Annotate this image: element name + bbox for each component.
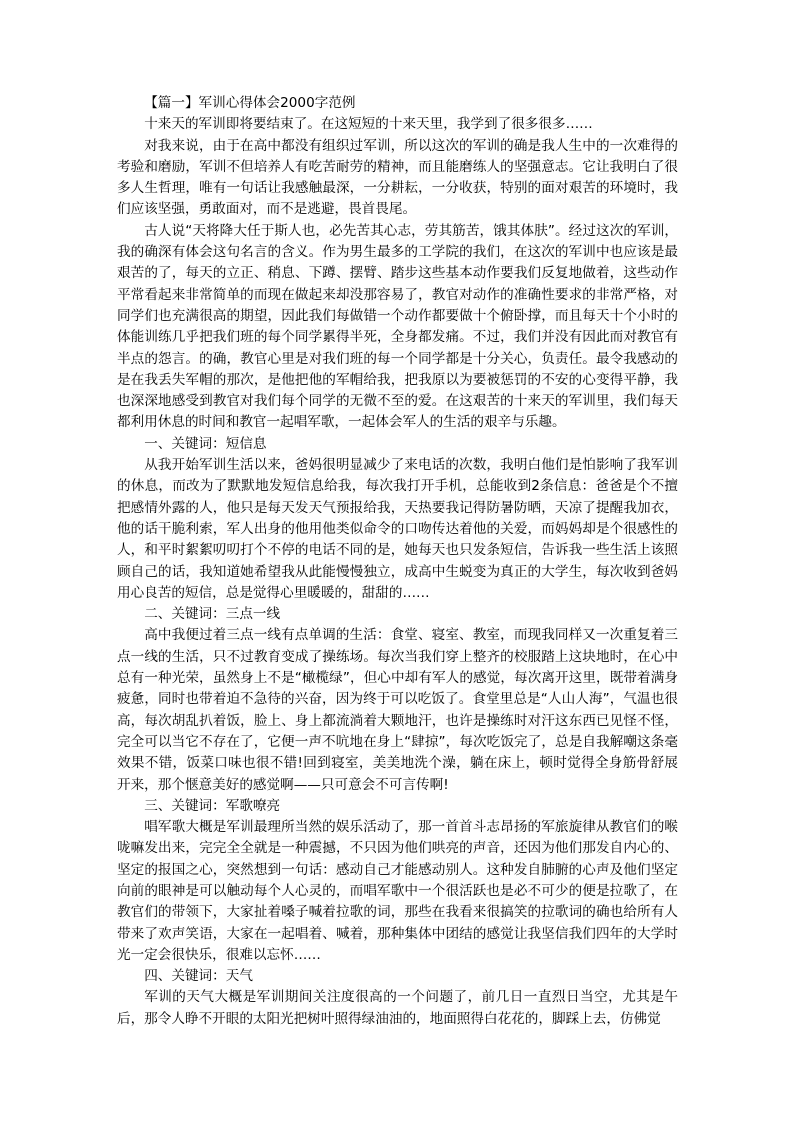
section-heading: 四、关键词：天气 — [144, 968, 253, 985]
document-page — [117, 93, 678, 1030]
document-title: 【篇一】军训心得体会2000字范例 — [144, 95, 356, 111]
section-heading: 一、关键词：短信息 — [144, 435, 267, 452]
paragraph: 军训的天气大概是军训期间关注度很高的一个问题了，前几日一直烈日当空，尤其是午后，那令人睁不开眼的太阳光把树叶照得绿油油的，地面照得白花花的，脚踩上去，仿佛觉 — [117, 989, 678, 1027]
paragraph: 古人说“天将降大任于斯人也，必先苦其心志，劳其筋苦，饿其体肤”。经过这次的军训，我的确深有体会这句名言的含义。作为男生最多的工学院的我们，在这次的军训中也应该是最艰苦的了，每天的立正、稍息、下蹲、摆臂、踏步这些基本动作要我们反复地做着，这些动作平常看起来非常简单的而现在做起来却没那容易了，教官对动作的准确性要求的非常严格，对同学们也充满很高的期望，因此我们每做错一个动作都要做十个俯卧撑，而且每天十个小时的体能训练几乎把我们班的每个同学累得半死，全身都发痛。不过，我们并没有因此而对教官有半点的怨言。的确，教官心里是对我们班的每一个同学都是十分关心，负责任。最令我感动的是在我丢失军帽的那次，是他把他的军帽给我，把我原以为要被惩罚的不安的心变得平静，我也深深地感受到教官对我们每个同学的无微不至的爱。在这艰苦的十来天的军训里，我们每天都利用休息的时间和教官一起唱军歌，一起体会军人的生活的艰辛与乐趣。 — [117, 222, 678, 431]
paragraph: 唱军歌大概是军训最理所当然的娱乐活动了，那一首首斗志昂扬的军旅旋律从教官们的喉咙嘛发出来，完完全全就是一种震撼，不只因为他们哄亮的声音，还因为他们那发自内心的、坚定的报国之心，突然想到一句话：感动自己才能感动别人。这种发自肺腑的心声及他们坚定向前的眼神是可以触动每个人心灵的，而唱军歌中一个很活跃也是必不可少的便是拉歌了，在教官们的带领下，大家扯着嗓子喊着拉歌的词，那些在我看来很搞笑的拉歌词的确也给所有人带来了欢声笑语，大家在一起唱着、喊着，那种集体中团结的感觉让我坚信我们四年的大学时光一定会很快乐，很难以忘怀…… — [117, 819, 678, 963]
section-heading: 二、关键词：三点一线 — [144, 606, 281, 623]
paragraph: 从我开始军训生活以来，爸妈很明显减少了来电话的次数，我明白他们是怕影响了我军训的休息，而改为了默默地发短信息给我，每次我打开手机，总能收到2条信息：爸爸是个不擅把感情外露的人，他只是每天发天气预报给我，天热要我记得防暑防晒，天凉了提醒我加衣，他的话干脆利索，军人出身的他用他类似命令的口吻传达着他的关爱，而妈妈却是个很感性的人，和平时絮絮叨叨打个不停的电话不同的是，她每天也只发条短信，告诉我一些生活上该照顾自己的话，我知道她希望我从此能慢慢独立，成高中生蜕变为真正的大学生，每次收到爸妈用心良苦的短信，总是觉得心里暖暖的，甜甜的…… — [117, 457, 678, 601]
section-heading: 三、关键词：军歌嘹亮 — [144, 797, 281, 814]
paragraph: 十来天的军训即将要结束了。在这短短的十来天里，我学到了很多很多…… — [144, 116, 593, 133]
paragraph: 对我来说，由于在高中都没有组织过军训，所以这次的军训的确是我人生中的一次难得的考验和磨励，军训不但培养人有吃苦耐劳的精神，而且能磨练人的坚强意志。它让我明白了很多人生哲理，唯有一句话让我感触最深，一分耕耘，一分收获，特别的面对艰苦的环境时，我们应该坚强，勇敢面对，而不是逃避，畏首畏尾。 — [117, 137, 678, 218]
paragraph: 高中我便过着三点一线有点单调的生活：食堂、寝室、教室，而现我同样又一次重复着三点一线的生活，只不过教育变成了操练场。每次当我们穿上整齐的校服踏上这块地时，在心中总有一种光荣，虽然身上不是“橄榄绿”，但心中却有军人的感觉，每次离开这里，既带着满身疲惫，同时也带着迫不急待的兴奋，因为终于可以吃饭了。食堂里总是“人山人海”，气温也很高，每次胡乱扒着饭，脸上、身上都流淌着大颗地汗，也许是操练时对汗这东西已见怪不怪，完全可以当它不存在了，它便一声不吭地在身上“肆掠”，每次吃饭完了，总是自我解嘲这条毫效果不错，饭菜口味也很不错!回到寝室，美美地洗个澡，躺在床上，顿时觉得全身筋骨舒展开来，那个惬意美好的感觉啊——只可意会不可言传啊! — [117, 627, 678, 793]
